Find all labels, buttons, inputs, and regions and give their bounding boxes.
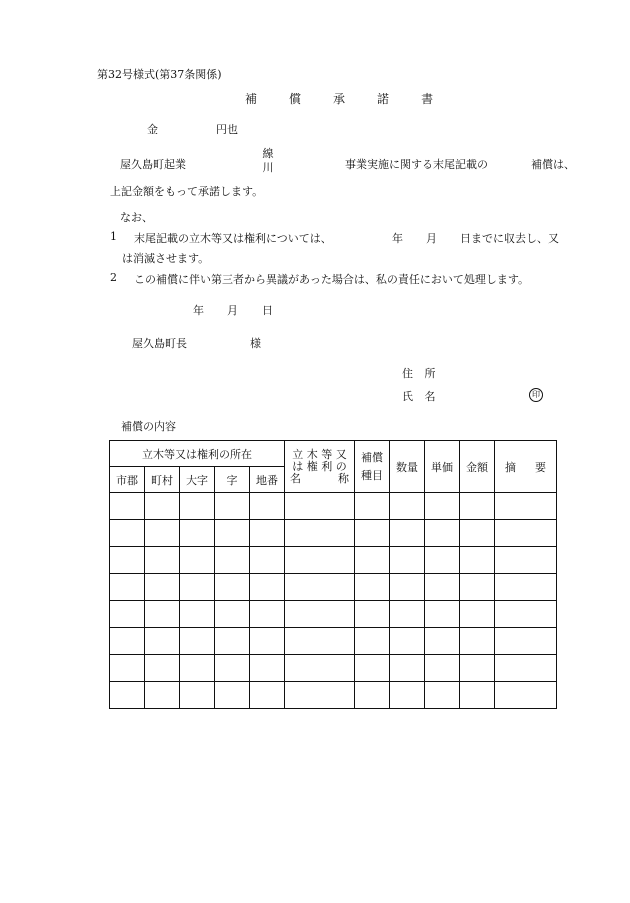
item2-number: 2: [110, 271, 117, 284]
table-row: [110, 682, 557, 709]
cell-town-village: [145, 601, 180, 628]
cell-city-county: [110, 655, 145, 682]
quantity-header: 数量: [390, 441, 425, 493]
title-char-2: 償: [289, 92, 302, 106]
consent-line: 上記金額をもって承諾します。: [110, 185, 264, 198]
item1-text: 末尾記載の立木等又は権利については、: [134, 232, 332, 245]
table-caption: 補償の内容: [121, 420, 176, 433]
cell-aza: [215, 574, 250, 601]
cell-unit-price: [425, 628, 460, 655]
cell-town-village: [145, 655, 180, 682]
kind-header-line1: 補償: [361, 450, 383, 464]
table-body: [110, 493, 557, 709]
item-header-line3-b: 称: [338, 471, 349, 485]
item2-text: この補償に伴い第三者から異議があった場合は、私の責任において処理します。: [134, 273, 530, 286]
seal-icon: 印: [529, 388, 543, 402]
document-title: [245, 90, 433, 107]
cell-item-name: [285, 493, 355, 520]
item1-continuation: は消滅させます。: [122, 252, 210, 265]
item-name-header: [285, 441, 355, 493]
cell-city-county: [110, 574, 145, 601]
cell-town-village: [145, 682, 180, 709]
cell-quantity: [390, 655, 425, 682]
cell-quantity: [390, 682, 425, 709]
cell-lot-number: [250, 601, 285, 628]
remarks-header: [495, 441, 557, 493]
cell-oaza: [180, 493, 215, 520]
cell-oaza: [180, 655, 215, 682]
cell-amount: [460, 493, 495, 520]
cell-kind: [355, 628, 390, 655]
name-label: 氏 名: [402, 390, 440, 403]
amount-suffix: 円也: [216, 123, 238, 136]
cell-amount: [460, 574, 495, 601]
unit-price-header: 単価: [425, 441, 460, 493]
cell-aza: [215, 493, 250, 520]
project-text: 事業実施に関する末尾記載の: [345, 158, 488, 171]
cell-oaza: [180, 574, 215, 601]
cell-city-county: [110, 628, 145, 655]
table-row: [110, 547, 557, 574]
cell-amount: [460, 547, 495, 574]
cell-amount: [460, 682, 495, 709]
cell-amount: [460, 628, 495, 655]
project-owner: 屋久島町起業: [120, 158, 186, 171]
cell-quantity: [390, 520, 425, 547]
addressee-name: 屋久島町長: [132, 337, 187, 350]
cell-quantity: [390, 574, 425, 601]
cell-kind: [355, 547, 390, 574]
compensation-text: 補償は、: [531, 158, 575, 171]
cell-lot-number: [250, 628, 285, 655]
cell-remarks: [495, 601, 557, 628]
kind-header-line2: 種目: [361, 468, 383, 482]
cell-city-county: [110, 547, 145, 574]
cell-town-village: [145, 574, 180, 601]
item1-day-text: 日までに収去し、又: [460, 232, 559, 245]
cell-unit-price: [425, 682, 460, 709]
cell-unit-price: [425, 574, 460, 601]
cell-aza: [215, 682, 250, 709]
cell-unit-price: [425, 547, 460, 574]
cell-lot-number: [250, 655, 285, 682]
cell-remarks: [495, 574, 557, 601]
cell-amount: [460, 601, 495, 628]
note-label: なお、: [120, 211, 153, 224]
cell-quantity: [390, 493, 425, 520]
cell-aza: [215, 547, 250, 574]
kind-header: [355, 441, 390, 493]
cell-kind: [355, 520, 390, 547]
cell-town-village: [145, 520, 180, 547]
line-type-bottom: 川: [262, 161, 274, 174]
item-header-line3-a: 名: [290, 471, 301, 485]
cell-oaza: [180, 628, 215, 655]
cell-kind: [355, 682, 390, 709]
cell-unit-price: [425, 493, 460, 520]
cell-lot-number: [250, 493, 285, 520]
cell-amount: [460, 655, 495, 682]
cell-oaza: [180, 520, 215, 547]
cell-unit-price: [425, 655, 460, 682]
cell-remarks: [495, 655, 557, 682]
remarks-header-a: 摘: [505, 460, 516, 474]
cell-item-name: [285, 574, 355, 601]
amount-prefix: 金: [147, 123, 158, 136]
cell-city-county: [110, 520, 145, 547]
title-char-3: 承: [333, 92, 346, 106]
subheader-city-county: 市郡: [110, 467, 145, 493]
line-type-stack: [261, 147, 275, 175]
subheader-lot-number: 地番: [250, 467, 285, 493]
cell-item-name: [285, 628, 355, 655]
cell-kind: [355, 493, 390, 520]
cell-lot-number: [250, 547, 285, 574]
date-day: 日: [262, 304, 273, 317]
subheader-aza: 字: [215, 467, 250, 493]
cell-aza: [215, 655, 250, 682]
item1-year: 年: [392, 232, 403, 245]
cell-item-name: [285, 655, 355, 682]
cell-unit-price: [425, 520, 460, 547]
cell-remarks: [495, 628, 557, 655]
date-year: 年: [193, 304, 204, 317]
subheader-oaza: 大字: [180, 467, 215, 493]
location-header: 立木等又は権利の所在: [110, 441, 285, 467]
table-row: [110, 574, 557, 601]
seal-mark: [529, 387, 543, 402]
cell-item-name: [285, 682, 355, 709]
title-char-4: 諾: [377, 92, 390, 106]
form-number: 第32号様式(第37条関係): [97, 68, 222, 81]
cell-oaza: [180, 682, 215, 709]
table-row: [110, 601, 557, 628]
cell-item-name: [285, 520, 355, 547]
cell-town-village: [145, 493, 180, 520]
cell-remarks: [495, 682, 557, 709]
cell-town-village: [145, 628, 180, 655]
line-type-top: 線: [262, 147, 274, 160]
cell-quantity: [390, 601, 425, 628]
cell-quantity: [390, 628, 425, 655]
table-row: [110, 628, 557, 655]
compensation-table: [109, 440, 557, 709]
cell-city-county: [110, 682, 145, 709]
item-header-line2: は 権 利 の: [292, 459, 347, 473]
cell-city-county: [110, 601, 145, 628]
item1-month: 月: [426, 232, 437, 245]
cell-remarks: [495, 520, 557, 547]
cell-amount: [460, 520, 495, 547]
cell-lot-number: [250, 682, 285, 709]
cell-kind: [355, 655, 390, 682]
table-row: [110, 493, 557, 520]
cell-kind: [355, 601, 390, 628]
cell-remarks: [495, 547, 557, 574]
item-header-line1: 立 木 等 又: [292, 447, 347, 461]
cell-lot-number: [250, 520, 285, 547]
title-char-5: 書: [421, 92, 434, 106]
cell-kind: [355, 574, 390, 601]
cell-item-name: [285, 601, 355, 628]
title-char-1: 補: [245, 92, 258, 106]
table-row: [110, 655, 557, 682]
cell-aza: [215, 628, 250, 655]
cell-city-county: [110, 493, 145, 520]
cell-unit-price: [425, 601, 460, 628]
cell-town-village: [145, 547, 180, 574]
table-row: [110, 520, 557, 547]
remarks-header-b: 要: [535, 460, 546, 474]
subheader-town-village: 町村: [145, 467, 180, 493]
cell-lot-number: [250, 574, 285, 601]
cell-remarks: [495, 493, 557, 520]
cell-oaza: [180, 547, 215, 574]
cell-item-name: [285, 547, 355, 574]
cell-oaza: [180, 601, 215, 628]
date-month: 月: [227, 304, 238, 317]
item1-number: 1: [110, 230, 117, 243]
cell-aza: [215, 520, 250, 547]
item-header-line3: [285, 473, 354, 485]
amount-header: 金額: [460, 441, 495, 493]
addressee-honorific: 様: [250, 337, 261, 350]
cell-aza: [215, 601, 250, 628]
cell-quantity: [390, 547, 425, 574]
address-label: 住 所: [402, 367, 440, 380]
